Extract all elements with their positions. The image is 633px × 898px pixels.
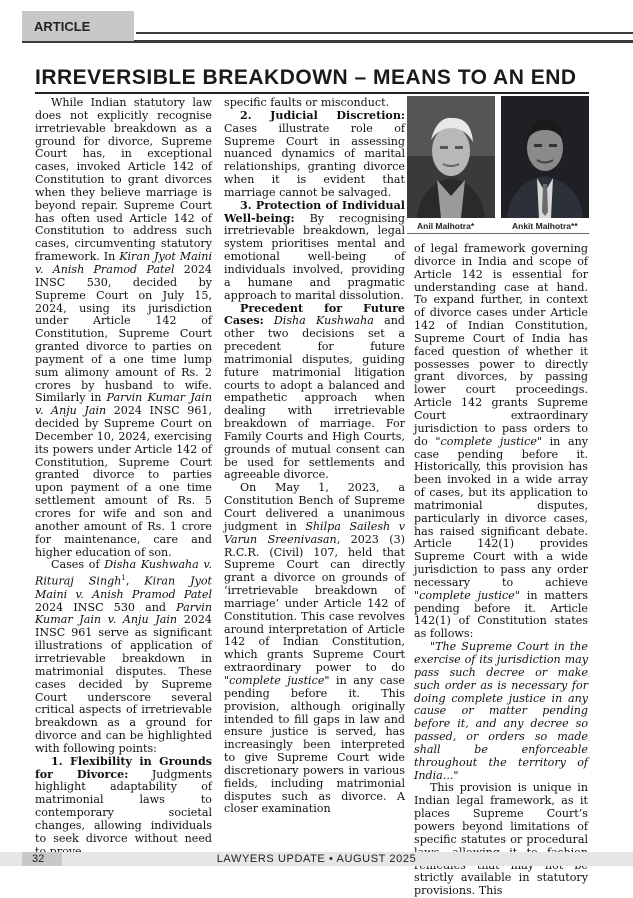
- paragraph-continued: specific faults or misconduct.: [224, 96, 390, 109]
- case-name: Disha Kushwaha: [273, 314, 374, 328]
- paragraph-shilpa: On May 1, 2023, a Constitution Bench of Supreme Court delivered a unanimous judgment in Shilpa Sailesh v Varun Sreenivasan, 2023 (3) R.C.R. (Civil) 107, held that Supreme Court can directly grant a divorce on grounds of ‘irretrievable breakdown of marriage’ under Article 142 of Constitution. This case revolves around interpretation of Article 142 of Indian Constitution, which grants Supreme Court extraordinary power to do "complete justice" in any case pending before it. This provision, although originally intended to fill gaps in law and ensure justice is served, has increasingly been interpreted to give Supreme Court wide discretionary powers in various fields, including matrimonial disputes such as divorce. A closer examination: [224, 481, 405, 816]
- author-caption-anil: Anil Malhotra*: [417, 221, 475, 231]
- paragraph-point-1: 1. Flexibility in Grounds for Divorce: Judgments highlight adaptability of matrimonial laws to contemporary societal changes, allowing individuals to seek divorce without need: [35, 754, 213, 845]
- footnote-marker: 1: [121, 574, 126, 583]
- column-3: [414, 243, 588, 898]
- article-142-quote: "The Supreme Court in the exercise of its jurisdiction may pass such decree or make such order as is necessary for doing complete justice in any cause or matter pending before it, and any decree so passed, or orders so made shall be enforceable throughout the territory of India...": [414, 640, 588, 782]
- magazine-footer: LAWYERS UPDATE • AUGUST 2025: [216, 853, 417, 865]
- case-name: Disha Kushwaha v. Rituraj Singh: [35, 558, 212, 588]
- paragraph-intro: While Indian statutory law does not explicitly recognise irretrievable breakdown as a ground for divorce, Supreme Court has, in exceptional cases, invoked Article 142 of Constitution to grant divorces when they believe marriage is beyond repair. Supreme Court has often used Article 142 of Constitution to address such cases, circumventing statutory framework. In Kiran Jyot Maini v. Anish Pramod Patel 2024 INSC 530, decided by Supreme Court on July 15, 2024, using its jurisdiction under Article 142 of Constitution, Supreme Court granted divorce to parties on payment of a one time lump sum alimony amount of Rs. 2 crores by husband to wife. Similarly in Parvin Kumar Jain v. Anju Jain 2024 INSC 961, decided by Supreme Court on December 10, 2024, exercising its powers under Article 142 of Constitution, Supreme Court granted divorce to parties upon payment of a one time settlement amount of Rs. 5 crores for wife and son and another amount of Rs. 1 crore for maintenance, care and higher education of son.: [35, 96, 212, 559]
- author-caption-ankit: Ankit Malhotra**: [512, 221, 578, 231]
- paragraph-unique: This provision is unique in Indian legal framework, as it places Supreme Court’s powers beyond limitations of specific statutes or procedural strictly available in statutory provisions. This: [414, 781, 588, 898]
- paragraph-precedent: Precedent for Future Cases: Disha Kushwaha and other two decisions set a precedent for future matrimonial disputes, guiding future matrimonial litigation courts to adopt a balanced and empathetic approach when dealing with irretrievable breakdown of marriage. For Family Courts and High Courts, grounds of mutual consent can be used for settlements and agreeable divorce.: [224, 301, 406, 482]
- point-heading: 3. Protection of Individual Well-being:: [224, 198, 405, 225]
- case-name: Parvin Kumar Jain v. Anju Jain: [35, 391, 212, 418]
- case-name: Parvin Kumar Jain v. Anju Jain: [35, 600, 212, 627]
- quoted-term: complete justice: [440, 434, 537, 448]
- paragraph-point-2: 2. Judicial Discretion: Cases illustrate role of Supreme Court in assessing nuanced dynamics of marital relationships, granting divorce when it is evident that marriage cannot be salvaged.: [224, 108, 405, 199]
- page-number: 32: [22, 852, 62, 866]
- point-heading: Precedent for Future Cases:: [224, 301, 405, 328]
- author-portrait-icon: [407, 96, 495, 218]
- caption-rule: [407, 233, 589, 234]
- point-heading: 1. Flexibility in Grounds for Divorce:: [35, 754, 212, 781]
- author-portrait-icon: [501, 96, 589, 218]
- case-name: Shilpa Sailesh v Varun Sreenivasan: [224, 519, 405, 546]
- author-photo-anil: [407, 96, 495, 218]
- paragraph-cases: Cases of Disha Kushwaha v. Rituraj Singh$^1$, Kiran Jyot Maini v. Anish Pramod Patel 2024 INSC 530 and Parvin Kumar Jain v. Anju Jain 2024 INSC 961 serve as significant illustrations of application of irretrievable breakdown in matrimonial disputes. These cases decided by Supreme Court underscore several critical aspects of irretrievable breakdown as a ground for divorce and can be highlighted with following points:: [35, 558, 212, 755]
- title-rule: [35, 92, 589, 94]
- point-heading: 2. Judicial Discretion:: [240, 108, 405, 122]
- quoted-term: complete justice: [419, 588, 515, 602]
- case-name: Kiran Jyot Maini v. Anish Pramod Patel: [35, 574, 212, 601]
- paragraph-point-3: 3. Protection of Individual Well-being: By recognising irretrievable breakdown, legal system prioritises mental and emotional well-being of individuals involved, providing a humane and pragmatic approach to marital dissolution.: [224, 198, 405, 302]
- author-photo-ankit: [501, 96, 589, 218]
- paragraph-framework: of legal framework governing divorce in India and scope of Article 142 is essential for understanding case at hand. To expand further, in context of divorce cases under Article 142 of Indian Constitution, Supreme Court of India has faced question of whether it possesses power to directly grant divorces, by passing lower court proceedings. Article 142 grants Supreme Court extraordinary jurisdiction to pass orders to do "complete justice" in any case pending before it. Historically, this provision has been invoked in a wide array of cases, but its application to matrimonial disputes, particularly in divorce cases, has raised significant debate. Article 142(1) provides Supreme Court with a wide jurisdiction to pass any order necessary to achieve "complete justice" in matters pending before it. Article 142(1) of Constitution states as follows:: [414, 242, 588, 641]
- header-rule-upper: [136, 32, 633, 34]
- case-name: Kiran Jyot Maini v. Anish Pramod Patel: [35, 250, 212, 276]
- article-title: IRREVERSIBLE BREAKDOWN – MEANS TO AN END: [35, 66, 577, 89]
- quoted-term: complete justice: [229, 673, 325, 687]
- column-2: [224, 97, 405, 816]
- column-1: [35, 97, 212, 858]
- section-tab: ARTICLE: [22, 11, 134, 41]
